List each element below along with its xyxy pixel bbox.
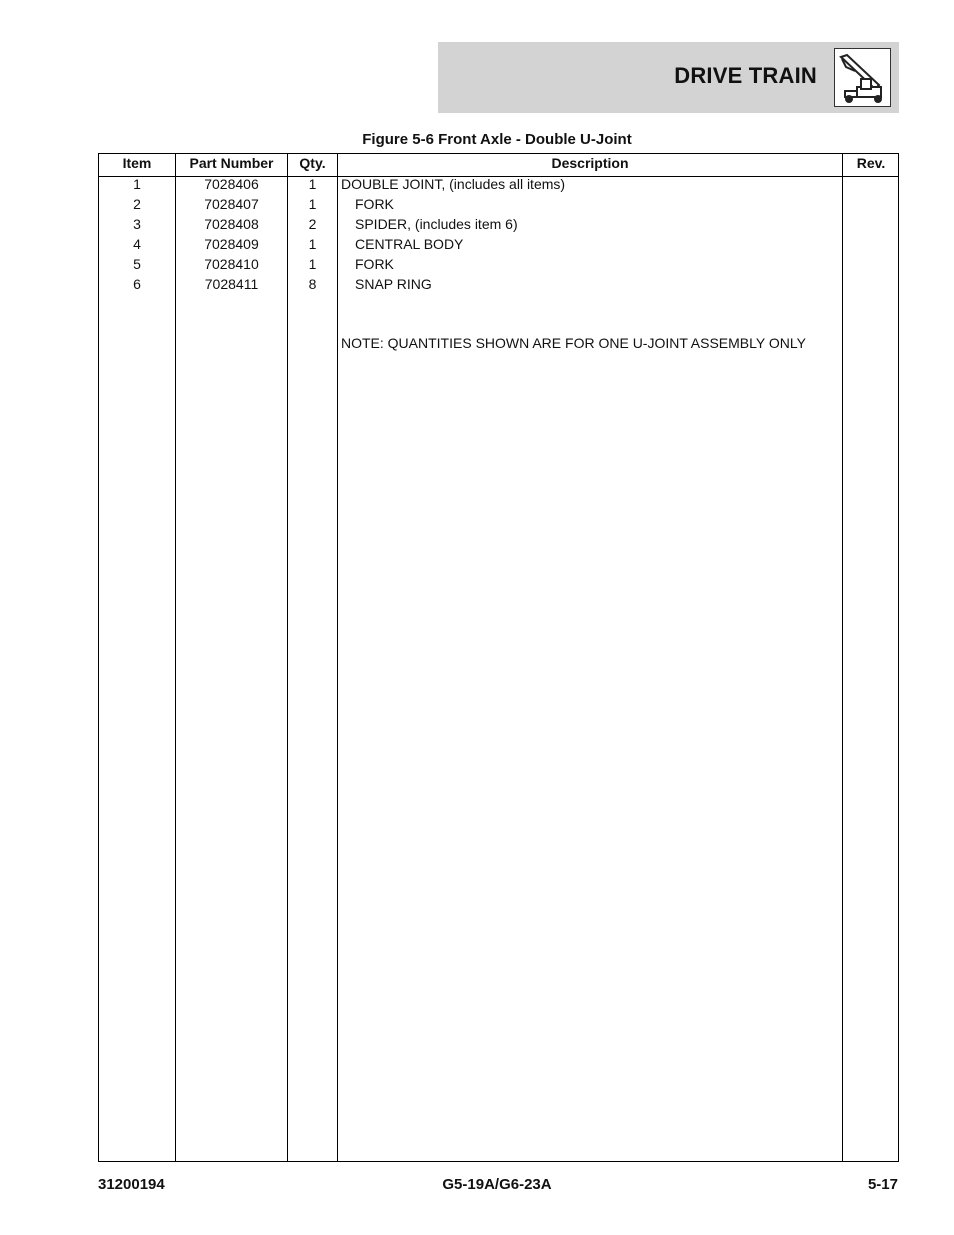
page-number: 5-17 [867, 1176, 898, 1193]
item-number: 2 [133, 196, 141, 212]
quantity: 8 [308, 276, 317, 292]
section-title: DRIVE TRAIN [674, 63, 817, 88]
lift-truck-icon [834, 48, 891, 107]
item-number: 6 [133, 276, 141, 292]
column-header-description: Description [551, 155, 629, 171]
section-header [438, 42, 899, 113]
column-header-item: Item [122, 155, 152, 171]
doc-number: 31200194 [98, 1176, 165, 1193]
table-row [99, 214, 898, 234]
part-number: 7028411 [204, 276, 259, 292]
description: FORK [355, 196, 394, 212]
column-header-part-number: Part Number [189, 155, 274, 171]
parts-table [98, 153, 899, 1162]
column-divider [337, 154, 338, 1161]
item-number: 5 [133, 256, 141, 272]
table-row [99, 174, 898, 194]
description: SPIDER, (includes item 6) [355, 216, 518, 232]
part-number: 7028408 [204, 216, 259, 232]
item-number: 4 [133, 236, 141, 252]
description: FORK [355, 256, 394, 272]
quantity: 1 [308, 176, 317, 192]
item-number: 3 [133, 216, 141, 232]
model-number: G5-19A/G6-23A [442, 1176, 552, 1193]
table-row [99, 254, 898, 274]
quantity: 1 [308, 196, 317, 212]
column-header-qty: Qty. [299, 155, 326, 171]
description: DOUBLE JOINT, (includes all items) [341, 176, 566, 192]
quantity: 2 [308, 216, 317, 232]
part-number: 7028409 [204, 236, 259, 252]
column-divider [287, 154, 288, 1161]
column-divider [175, 154, 176, 1161]
part-number: 7028410 [204, 256, 259, 272]
table-row [99, 274, 898, 294]
column-header-rev: Rev. [856, 155, 886, 171]
part-number: 7028406 [204, 176, 259, 192]
quantity: 1 [308, 256, 317, 272]
item-number: 1 [133, 176, 141, 192]
table-row [99, 194, 898, 214]
description: CENTRAL BODY [355, 236, 464, 252]
table-row [99, 234, 898, 254]
part-number: 7028407 [204, 196, 259, 212]
quantity: 1 [308, 236, 317, 252]
figure-title: Figure 5-6 Front Axle - Double U-Joint [362, 131, 632, 148]
description: SNAP RING [355, 276, 432, 292]
column-divider [842, 154, 843, 1161]
table-note: NOTE: QUANTITIES SHOWN ARE FOR ONE U-JOINT ASSEMBLY ONLY [341, 335, 806, 351]
